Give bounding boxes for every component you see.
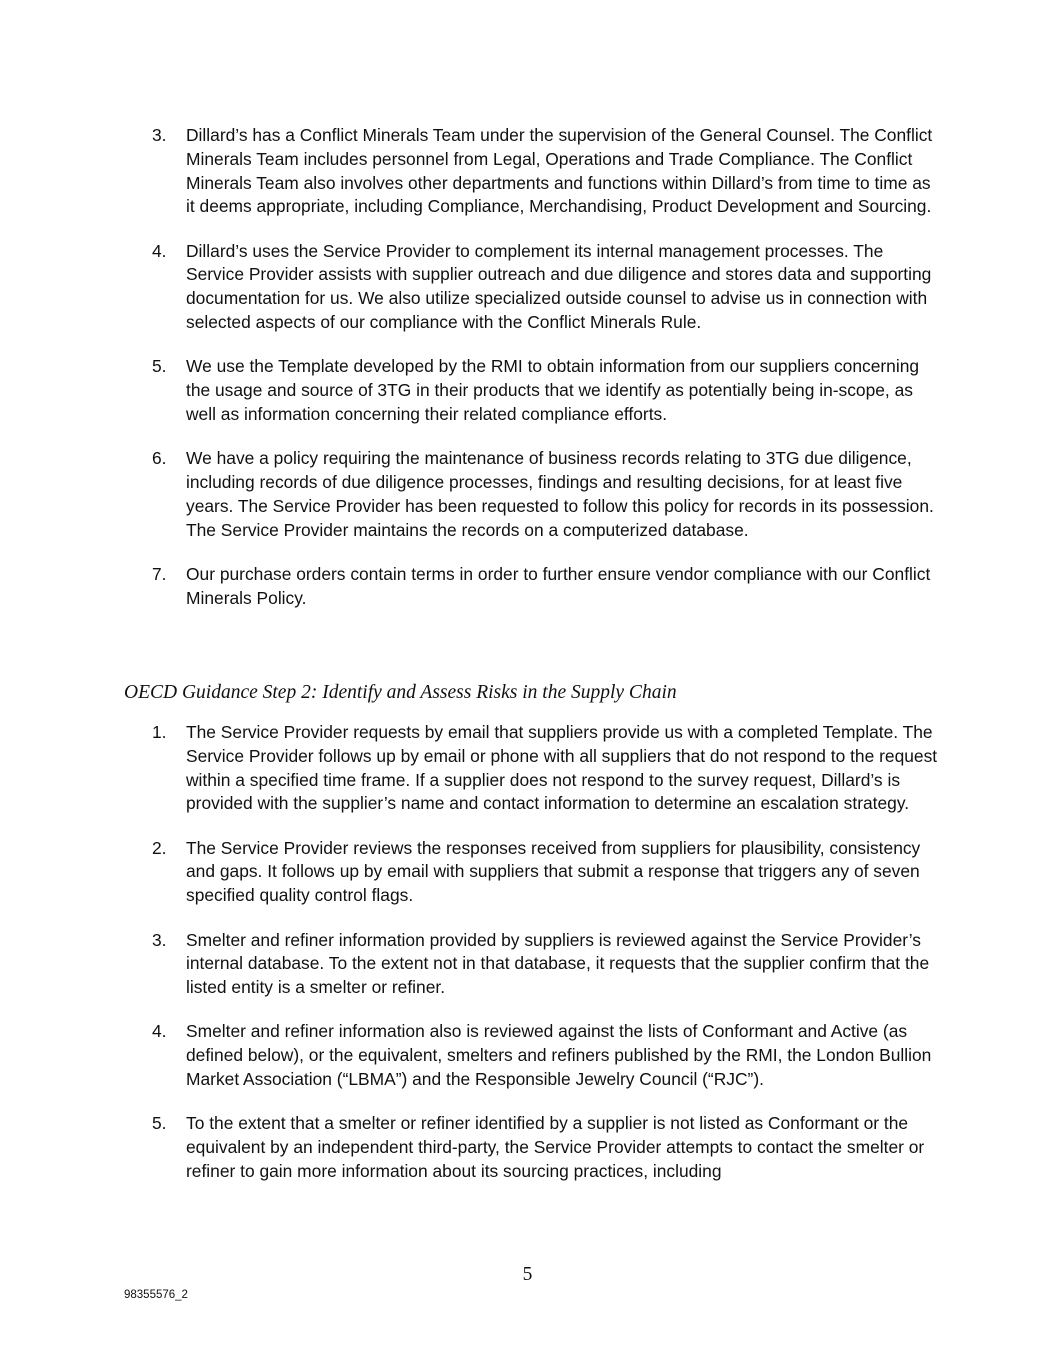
- list-item: [124, 1020, 939, 1091]
- list-item-text: Dillard’s has a Conflict Minerals Team under the supervision of the General Counsel. The Conflict Minerals Team includes personnel from Legal, Operations and Trade Compliance. The Conflict Minerals Team also involves other departments and functions within Dillard’s from time to time as it deems appropriate, including Compliance, Merchandising, Product Development and Sourcing.: [186, 125, 933, 217]
- list-item-number: 5.: [152, 1113, 167, 1134]
- list-item: [124, 721, 939, 816]
- list-item: [124, 447, 939, 542]
- list-item-number: 4.: [152, 1021, 167, 1042]
- list-item-number: 5.: [152, 356, 167, 377]
- list-item: [124, 240, 939, 335]
- list-item-text: Smelter and refiner information also is reviewed against the lists of Conformant and Active (as defined below), or the equivalent, smelters and refiners published by the RMI, the London Bullion Market Association (“LBMA”) and the Responsible Jewelry Council (“RJC”).: [186, 1021, 932, 1090]
- list-item-text: Dillard’s uses the Service Provider to complement its internal management processes. The Service Provider assists with supplier outreach and due diligence and stores data and supporting documentation for us. We also utilize specialized outside counsel to advise us in connection with selected aspects of our compliance with the Conflict Minerals Rule.: [186, 240, 932, 333]
- list-item-text: The Service Provider requests by email that suppliers provide us with a completed Template. The Service Provider follows up by email or phone with all suppliers that do not respond to the request within a specified time frame. If a supplier does not respond to the survey request, Dillard’s is provided with the supplier’s name and contact information to determine an escalation strategy.: [186, 722, 938, 814]
- page-number: 5: [522, 1264, 533, 1285]
- list-item-number: 3.: [152, 125, 167, 145]
- list-item-text: Our purchase orders contain terms in order to further ensure vendor compliance with our Conflict Minerals Policy.: [186, 563, 931, 608]
- numbered-list-step-2: [124, 721, 939, 1204]
- list-item-number: 1.: [152, 722, 167, 742]
- numbered-list-step-1: [124, 124, 939, 631]
- list-item-number: 3.: [152, 929, 167, 950]
- list-item-text: The Service Provider reviews the responses received from suppliers for plausibility, consistency and gaps. It follows up by email with suppliers that submit a response that triggers any of seven specified quality control flags.: [186, 837, 921, 906]
- list-item-text: To the extent that a smelter or refiner identified by a supplier is not listed as Conformant or the equivalent by an independent third-party, the Service Provider attempts to contact the smelter or refiner to gain more information about its sourcing practices, including: [186, 1113, 925, 1181]
- list-item: [124, 1112, 939, 1183]
- document-id: 98355576_2: [124, 1289, 188, 1301]
- section-heading: OECD Guidance Step 2: Identify and Assess Risks in the Supply Chain: [124, 682, 677, 703]
- list-item-number: 4.: [152, 240, 167, 261]
- list-item-number: 2.: [152, 837, 167, 858]
- list-item-text: We have a policy requiring the maintenance of business records relating to 3TG due diligence, including records of due diligence processes, findings and resulting decisions, for at least five years. The Service Provider has been requested to follow this policy for records in its possession. The Service Provider maintains the records on a computerized database.: [186, 448, 934, 540]
- list-item: [124, 837, 939, 908]
- list-item: [124, 124, 939, 219]
- list-item-number: 7.: [152, 563, 167, 584]
- list-item-number: 6.: [152, 448, 167, 469]
- list-item-text: Smelter and refiner information provided by suppliers is reviewed against the Service Provider’s internal database. To the extent not in that database, it requests that the supplier confirm that the listed entity is a smelter or refiner.: [186, 929, 930, 998]
- list-item: [124, 355, 939, 426]
- list-item: [124, 929, 939, 1000]
- list-item: [124, 563, 939, 611]
- list-item-text: We use the Template developed by the RMI to obtain information from our suppliers concerning the usage and source of 3TG in their products that we identify as potentially being in-scope, as well as information concerning their related compliance efforts.: [186, 356, 920, 424]
